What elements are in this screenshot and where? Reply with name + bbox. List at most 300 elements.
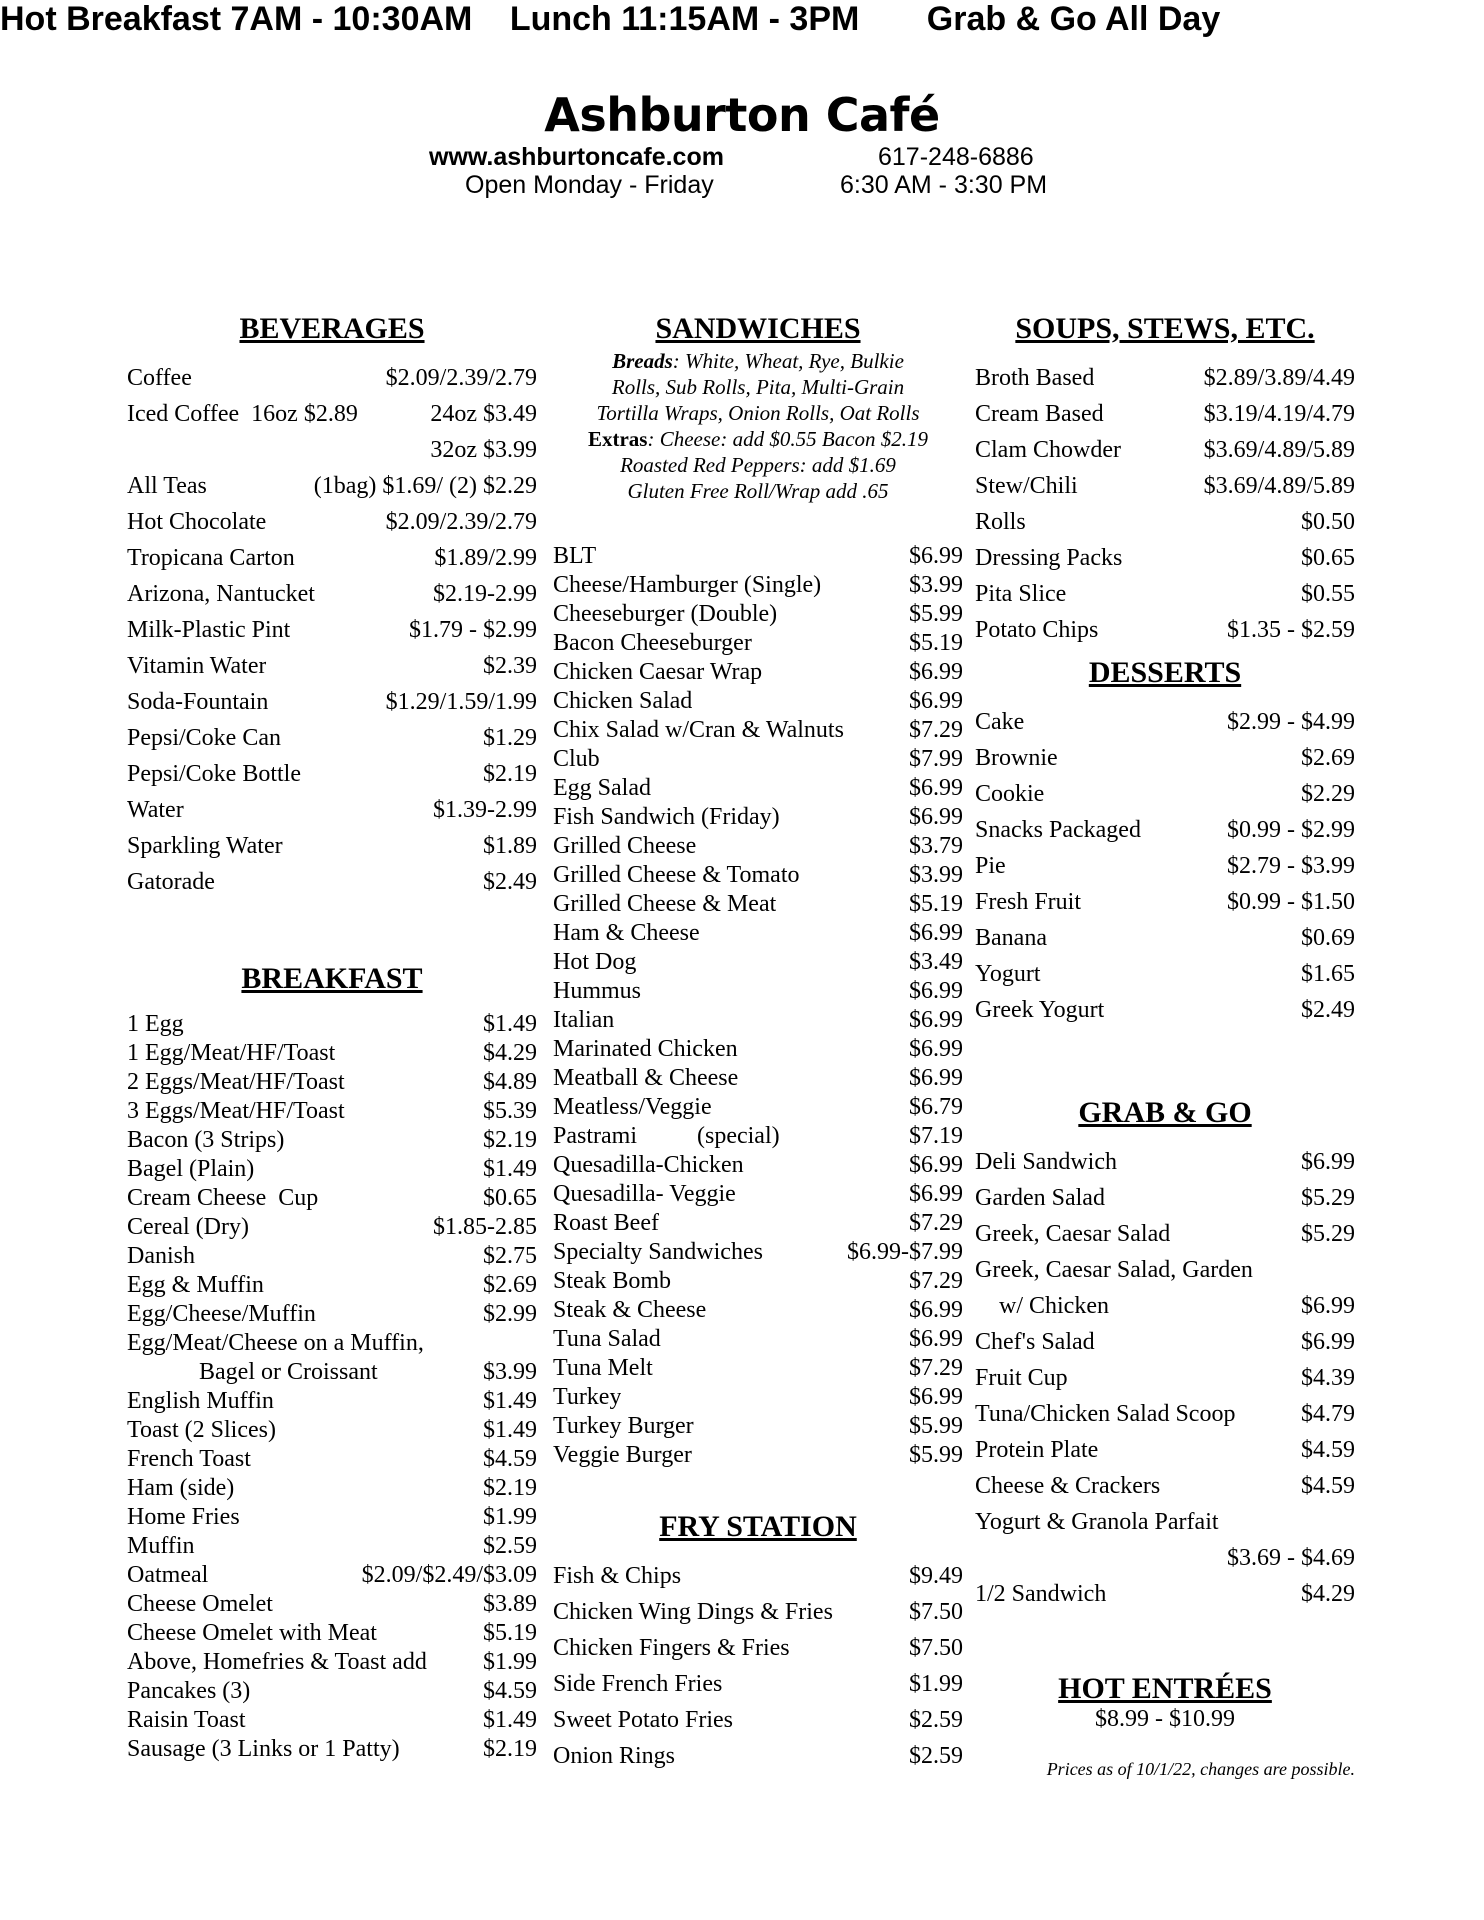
item-price: $6.99 — [909, 659, 963, 685]
extras-text: : Cheese: add $0.55 Bacon $2.19 — [647, 427, 929, 451]
item-price: $6.99 — [1301, 1149, 1355, 1175]
item-name: Chix Salad w/Cran & Walnuts — [553, 717, 844, 743]
item-price: $6.99 — [909, 1181, 963, 1207]
item-price: $1.99 — [483, 1504, 537, 1530]
menu-item — [553, 1702, 963, 1738]
item-price: $2.49 — [1301, 997, 1355, 1023]
item-price: $5.19 — [909, 630, 963, 656]
menu-item — [127, 1300, 537, 1329]
item-price: $6.99 — [909, 1036, 963, 1062]
item-name: Steak Bomb — [553, 1268, 671, 1294]
item-name: Turkey — [553, 1384, 622, 1410]
menu-item — [975, 1576, 1355, 1612]
item-price: $4.59 — [483, 1678, 537, 1704]
menu-item — [127, 1706, 537, 1735]
item-name: Chicken Caesar Wrap — [553, 659, 763, 685]
menu-item — [553, 948, 963, 977]
item-price: $2.09/2.39/2.79 — [385, 365, 537, 391]
item-name: w/ Chicken — [975, 1293, 1109, 1319]
item-price: $5.39 — [483, 1098, 537, 1124]
item-name: Garden Salad — [975, 1185, 1105, 1211]
item-price: $2.79 - $3.99 — [1227, 853, 1355, 879]
menu-item — [975, 920, 1355, 956]
item-price: $0.99 - $1.50 — [1227, 889, 1355, 915]
item-name: Veggie Burger — [553, 1442, 692, 1468]
item-name: Potato Chips — [975, 617, 1099, 643]
item-name: Sweet Potato Fries — [553, 1707, 733, 1733]
item-name: Egg Salad — [553, 775, 651, 801]
item-name: Side French Fries — [553, 1671, 723, 1697]
item-price: $4.39 — [1301, 1365, 1355, 1391]
menu-item — [553, 1441, 963, 1470]
item-name: Sparkling Water — [127, 833, 283, 859]
item-price: $5.19 — [909, 891, 963, 917]
menu-item — [127, 1503, 537, 1532]
item-name: 1/2 Sandwich — [975, 1581, 1107, 1607]
item-name: Cheese/Hamburger (Single) — [553, 572, 822, 598]
item-price: $4.89 — [483, 1069, 537, 1095]
extra-line: Roasted Red Peppers: add $1.69 — [620, 453, 896, 477]
item-price: $2.59 — [483, 1533, 537, 1559]
item-price: $3.99 — [909, 862, 963, 888]
item-name: Tuna Melt — [553, 1355, 653, 1381]
item-name: French Toast — [127, 1446, 251, 1472]
item-name: Cake — [975, 709, 1025, 735]
menu-item — [975, 432, 1355, 468]
menu-item — [553, 803, 963, 832]
bread-options — [553, 348, 963, 504]
menu-item — [553, 1180, 963, 1209]
item-price: $6.99-$7.99 — [847, 1239, 963, 1265]
hours-lunch: Lunch 11:15AM - 3PM — [509, 0, 860, 38]
menu-item — [975, 776, 1355, 812]
menu-item — [127, 1445, 537, 1474]
item-price: $7.50 — [909, 1635, 963, 1661]
item-price: $4.59 — [483, 1446, 537, 1472]
item-price: $1.89 — [483, 833, 537, 859]
menu-item — [553, 1594, 963, 1630]
item-price: $1.99 — [483, 1649, 537, 1675]
menu-item — [553, 716, 963, 745]
open-time: 6:30 AM - 3:30 PM — [840, 171, 1048, 199]
item-name: Cream Based — [975, 401, 1104, 427]
item-price: $2.69 — [1301, 745, 1355, 771]
item-price: $2.19 — [483, 761, 537, 787]
item-name: Dressing Packs — [975, 545, 1123, 571]
item-price: $6.99 — [909, 978, 963, 1004]
item-name: Stew/Chili — [975, 473, 1078, 499]
item-price: $2.19 — [483, 1736, 537, 1762]
menu-item — [975, 1144, 1355, 1180]
item-name: Arizona, Nantucket — [127, 581, 315, 607]
item-name: Chicken Fingers & Fries — [553, 1635, 790, 1661]
item-name: Fruit Cup — [975, 1365, 1068, 1391]
menu-item — [127, 576, 537, 612]
item-price: $7.50 — [909, 1599, 963, 1625]
menu-item — [553, 1630, 963, 1666]
item-name: Onion Rings — [553, 1743, 676, 1769]
item-name: Greek, Caesar Salad — [975, 1221, 1171, 1247]
column-left — [127, 312, 537, 1764]
item-price: $3.69 - $4.69 — [1227, 1545, 1355, 1571]
menu-item — [127, 1677, 537, 1706]
item-price: $3.99 — [483, 1359, 537, 1385]
item-name: Grilled Cheese & Tomato — [553, 862, 800, 888]
menu-item — [127, 1416, 537, 1445]
item-price: $5.99 — [909, 1442, 963, 1468]
fry-station-heading: FRY STATION — [659, 1510, 857, 1543]
item-price: $2.75 — [483, 1243, 537, 1269]
menu-item — [127, 1010, 537, 1039]
item-name: Pita Slice — [975, 581, 1067, 607]
menu-item — [553, 774, 963, 803]
item-name: Muffin — [127, 1533, 195, 1559]
menu-item — [127, 540, 537, 576]
menu-item — [127, 828, 537, 864]
item-name: Bacon Cheeseburger — [553, 630, 752, 656]
breakfast-list — [127, 1010, 537, 1764]
item-name: Bagel or Croissant — [127, 1359, 378, 1385]
item-name: Clam Chowder — [975, 437, 1121, 463]
item-price: $1.49 — [483, 1417, 537, 1443]
menu-item — [975, 1432, 1355, 1468]
soups-heading: SOUPS, STEWS, ETC. — [1015, 312, 1315, 345]
menu-item — [127, 792, 537, 828]
menu-item — [975, 884, 1355, 920]
item-price: $6.99 — [909, 775, 963, 801]
soups-list — [975, 360, 1355, 648]
menu-item — [975, 848, 1355, 884]
item-name: Steak & Cheese — [553, 1297, 707, 1323]
breakfast-heading: BREAKFAST — [241, 962, 423, 995]
item-price: $2.69 — [483, 1272, 537, 1298]
item-name: Quesadilla-Chicken — [553, 1152, 744, 1178]
item-price: $3.69/4.89/5.89 — [1203, 473, 1355, 499]
menu-item — [553, 1383, 963, 1412]
item-price: $1.29/1.59/1.99 — [385, 689, 537, 715]
item-price: $2.39 — [483, 653, 537, 679]
item-price: $7.29 — [909, 1355, 963, 1381]
menu-item — [975, 740, 1355, 776]
item-name: Home Fries — [127, 1504, 240, 1530]
item-name: Iced Coffee 16oz $2.89 — [127, 401, 358, 427]
item-price: $1.89/2.99 — [434, 545, 537, 571]
item-price: $2.09/$2.49/$3.09 — [361, 1562, 537, 1588]
menu-item — [127, 1474, 537, 1503]
item-name: 1 Egg — [127, 1011, 184, 1037]
item-price: $1.35 - $2.59 — [1227, 617, 1355, 643]
menu-item — [127, 1155, 537, 1184]
item-name: Pancakes (3) — [127, 1678, 251, 1704]
item-price: $2.89/3.89/4.49 — [1203, 365, 1355, 391]
item-price: $4.59 — [1301, 1473, 1355, 1499]
menu-item — [127, 1329, 537, 1358]
price-footnote: Prices as of 10/1/22, changes are possible. — [1046, 1759, 1355, 1779]
item-price: $7.19 — [909, 1123, 963, 1149]
item-name: Grilled Cheese — [553, 833, 697, 859]
item-price: $0.55 — [1301, 581, 1355, 607]
item-name: Meatless/Veggie — [553, 1094, 712, 1120]
item-name: Marinated Chicken — [553, 1036, 738, 1062]
item-price: $4.79 — [1301, 1401, 1355, 1427]
item-name: Cheese & Crackers — [975, 1473, 1161, 1499]
menu-item — [127, 396, 537, 432]
menu-item — [553, 1666, 963, 1702]
menu-item — [127, 648, 537, 684]
item-price: $1.85-2.85 — [433, 1214, 537, 1240]
extras-label: Extras — [587, 427, 648, 451]
item-name: Fish Sandwich (Friday) — [553, 804, 780, 830]
item-name: Bagel (Plain) — [127, 1156, 255, 1182]
menu-item — [975, 992, 1355, 1028]
item-price: $2.19 — [483, 1127, 537, 1153]
item-name: Chef's Salad — [975, 1329, 1095, 1355]
hot-entrees-heading: HOT ENTRÉES — [1058, 1672, 1272, 1705]
item-name: Yogurt & Granola Parfait — [975, 1509, 1219, 1535]
breads-label: Breads — [612, 349, 673, 373]
menu-item — [127, 684, 537, 720]
item-price: (1bag) $1.69/ (2) $2.29 — [313, 473, 537, 499]
menu-item — [975, 956, 1355, 992]
menu-item — [975, 1288, 1355, 1324]
item-price: $2.99 — [483, 1301, 537, 1327]
item-price: $6.79 — [909, 1094, 963, 1120]
item-name: Roast Beef — [553, 1210, 659, 1236]
menu-item — [127, 1358, 537, 1387]
item-name: 1 Egg/Meat/HF/Toast — [127, 1040, 336, 1066]
item-name: Tuna Salad — [553, 1326, 661, 1352]
item-name: Fish & Chips — [553, 1563, 682, 1589]
item-name: Cream Cheese Cup — [127, 1185, 319, 1211]
item-price: $3.49 — [909, 949, 963, 975]
item-price: $0.65 — [483, 1185, 537, 1211]
item-price: $1.49 — [483, 1156, 537, 1182]
item-price: $2.59 — [909, 1743, 963, 1769]
menu-item — [127, 756, 537, 792]
item-name: Egg/Cheese/Muffin — [127, 1301, 316, 1327]
menu-item — [553, 1151, 963, 1180]
beverages-heading: BEVERAGES — [239, 312, 425, 345]
menu-item — [127, 1532, 537, 1561]
item-name: Turkey Burger — [553, 1413, 694, 1439]
menu-item — [553, 1354, 963, 1383]
menu-item — [975, 468, 1355, 504]
menu-item — [553, 977, 963, 1006]
item-name: Yogurt — [975, 961, 1041, 987]
item-name: Pepsi/Coke Bottle — [127, 761, 301, 787]
item-name: Egg & Muffin — [127, 1272, 264, 1298]
item-price: $6.99 — [1301, 1293, 1355, 1319]
item-name: Water — [127, 797, 184, 823]
item-price: $4.29 — [1301, 1581, 1355, 1607]
menu-item — [127, 468, 537, 504]
item-price: $6.99 — [909, 688, 963, 714]
menu-item — [127, 1648, 537, 1677]
menu-item — [975, 396, 1355, 432]
item-price: $7.29 — [909, 717, 963, 743]
item-name: Greek, Caesar Salad, Garden — [975, 1257, 1253, 1283]
item-price: $6.99 — [909, 804, 963, 830]
menu-item — [127, 360, 537, 396]
item-price: $6.99 — [909, 1384, 963, 1410]
menu-item — [975, 576, 1355, 612]
menu-item — [127, 1590, 537, 1619]
menu-item — [553, 1209, 963, 1238]
hours-grab-go: Grab & Go All Day — [926, 0, 1221, 38]
menu-item — [975, 1216, 1355, 1252]
item-price: $6.99 — [909, 1065, 963, 1091]
item-price: $2.19-2.99 — [433, 581, 537, 607]
item-price: $1.49 — [483, 1388, 537, 1414]
hot-entrees-price: $8.99 - $10.99 — [1095, 1706, 1235, 1732]
menu-item — [975, 540, 1355, 576]
item-name: Cheese Omelet with Meat — [127, 1620, 377, 1646]
item-name: Tropicana Carton — [127, 545, 295, 571]
item-name: Meatball & Cheese — [553, 1065, 739, 1091]
menu-item — [553, 1006, 963, 1035]
menu-item — [127, 1097, 537, 1126]
sandwiches-heading: SANDWICHES — [655, 312, 861, 345]
column-middle — [553, 312, 963, 1774]
menu-item — [127, 1126, 537, 1155]
item-name: 2 Eggs/Meat/HF/Toast — [127, 1069, 345, 1095]
bread-line: Tortilla Wraps, Onion Rolls, Oat Rolls — [596, 401, 920, 425]
item-name: Ham (side) — [127, 1475, 235, 1501]
item-name: Hot Dog — [553, 949, 637, 975]
menu-item — [975, 812, 1355, 848]
item-price: $3.19/4.19/4.79 — [1203, 401, 1355, 427]
item-price: $1.65 — [1301, 961, 1355, 987]
menu-item — [553, 542, 963, 571]
item-name: Snacks Packaged — [975, 817, 1141, 843]
menu-item — [975, 1360, 1355, 1396]
website[interactable]: www.ashburtoncafe.com — [429, 143, 724, 171]
item-price: 32oz $3.99 — [430, 437, 537, 463]
service-hours — [0, 0, 1484, 39]
menu-item — [127, 1039, 537, 1068]
menu-item — [127, 1242, 537, 1271]
menu-item — [127, 720, 537, 756]
menu-item — [553, 1325, 963, 1354]
grab-go-heading: GRAB & GO — [1078, 1096, 1252, 1129]
item-name: Chicken Wing Dings & Fries — [553, 1599, 833, 1625]
menu-item — [553, 571, 963, 600]
menu-item — [975, 1396, 1355, 1432]
item-name: Cheeseburger (Double) — [553, 601, 778, 627]
menu-item — [553, 1122, 963, 1151]
item-name: Danish — [127, 1243, 195, 1269]
menu-item — [127, 612, 537, 648]
item-price: $6.99 — [909, 920, 963, 946]
phone: 617-248-6886 — [878, 143, 1034, 171]
cafe-title: Ashburton Café — [544, 88, 940, 142]
menu-item — [127, 1213, 537, 1242]
item-price: $1.79 - $2.99 — [409, 617, 537, 643]
item-name: Hot Chocolate — [127, 509, 267, 535]
item-name: Greek Yogurt — [975, 997, 1105, 1023]
menu-item — [553, 629, 963, 658]
grab-go-list — [975, 1144, 1355, 1612]
item-price: $1.49 — [483, 1011, 537, 1037]
item-name: Pepsi/Coke Can — [127, 725, 281, 751]
menu-item — [127, 1619, 537, 1648]
column-right — [975, 312, 1355, 1780]
item-price: $0.65 — [1301, 545, 1355, 571]
item-name: Tuna/Chicken Salad Scoop — [975, 1401, 1236, 1427]
item-price: $2.99 - $4.99 — [1227, 709, 1355, 735]
menu-item — [127, 1184, 537, 1213]
item-name: Gatorade — [127, 869, 215, 895]
beverages-list — [127, 360, 537, 900]
menu-item — [975, 704, 1355, 740]
item-name: Oatmeal — [127, 1562, 209, 1588]
menu-item — [553, 832, 963, 861]
menu-item — [975, 1540, 1355, 1576]
menu-item — [975, 1180, 1355, 1216]
item-price: $6.99 — [909, 1297, 963, 1323]
item-name: Bacon (3 Strips) — [127, 1127, 285, 1153]
menu-item — [127, 1271, 537, 1300]
item-name: 3 Eggs/Meat/HF/Toast — [127, 1098, 345, 1124]
item-name: Chicken Salad — [553, 688, 693, 714]
item-name: Cereal (Dry) — [127, 1214, 249, 1240]
menu-item — [975, 504, 1355, 540]
item-name: All Teas — [127, 473, 207, 499]
item-price: $6.99 — [1301, 1329, 1355, 1355]
menu-item — [127, 504, 537, 540]
menu-item — [553, 1238, 963, 1267]
menu-item — [127, 1561, 537, 1590]
item-name: Soda-Fountain — [127, 689, 269, 715]
item-price: $6.99 — [909, 1007, 963, 1033]
item-price: $5.99 — [909, 1413, 963, 1439]
extra-line: Gluten Free Roll/Wrap add .65 — [627, 479, 889, 503]
sandwiches-list — [553, 542, 963, 1470]
item-price: $5.99 — [909, 601, 963, 627]
item-price: $5.19 — [483, 1620, 537, 1646]
item-name: Quesadilla- Veggie — [553, 1181, 736, 1207]
item-name: Italian — [553, 1007, 615, 1033]
item-price: $7.29 — [909, 1210, 963, 1236]
menu-item — [553, 919, 963, 948]
item-price: $0.69 — [1301, 925, 1355, 951]
item-price: $0.99 - $2.99 — [1227, 817, 1355, 843]
item-name: Broth Based — [975, 365, 1095, 391]
item-name: BLT — [553, 543, 597, 569]
item-price: $3.89 — [483, 1591, 537, 1617]
item-name: Specialty Sandwiches — [553, 1239, 763, 1265]
bread-line: Rolls, Sub Rolls, Pita, Multi-Grain — [611, 375, 905, 399]
menu-item — [975, 612, 1355, 648]
item-price: $3.69/4.89/5.89 — [1203, 437, 1355, 463]
menu-item — [975, 1252, 1355, 1288]
menu-item — [553, 658, 963, 687]
fry-station-list — [553, 1558, 963, 1774]
desserts-heading: DESSERTS — [1088, 656, 1242, 689]
menu-item — [553, 1035, 963, 1064]
item-name: Cheese Omelet — [127, 1591, 273, 1617]
menu-item — [553, 1412, 963, 1441]
item-price: $3.79 — [909, 833, 963, 859]
menu-item — [127, 1735, 537, 1764]
item-name: Milk-Plastic Pint — [127, 617, 291, 643]
item-name: Above, Homefries & Toast add — [127, 1649, 427, 1675]
item-name: Coffee — [127, 365, 192, 391]
item-name: Egg/Meat/Cheese on a Muffin, — [127, 1330, 424, 1356]
item-price: 24oz $3.49 — [430, 401, 537, 427]
menu-item — [127, 1068, 537, 1097]
item-price: $6.99 — [909, 543, 963, 569]
